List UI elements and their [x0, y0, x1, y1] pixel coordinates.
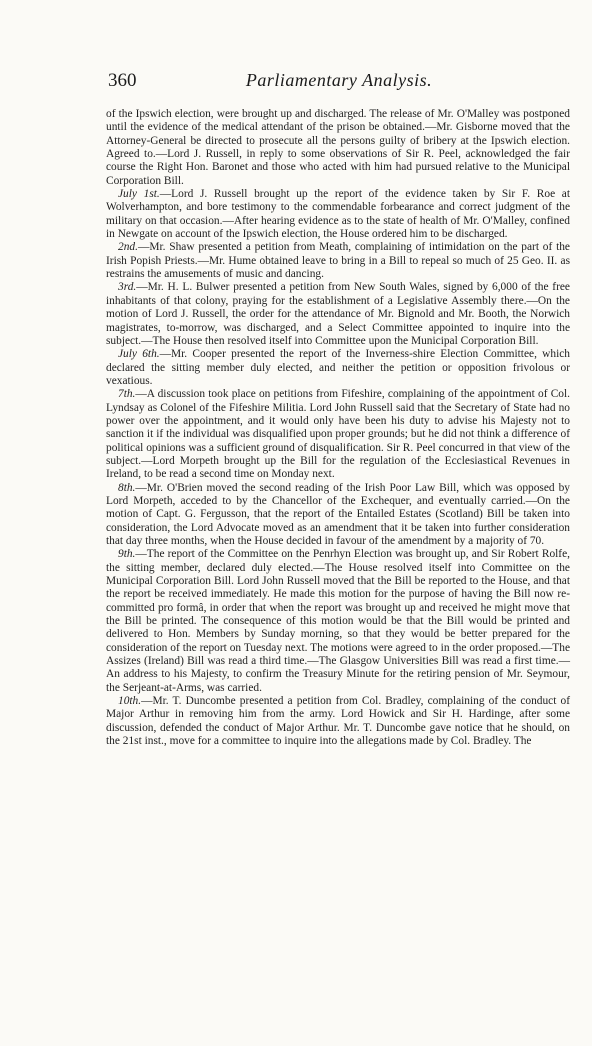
paragraph [106, 388, 570, 481]
paragraph-text: —A discussion took place on petitions from Fifeshire, complaining of the appointment of Col. Lyndsay as Colonel of the Fifeshire Militia. Lord John Russell said that the Secretary of State had no power over the appointment, and it would only have been his duty to advise his Majesty not to sanction it if the individual was disqualified upon proper grounds; but he did not think a difference of political opinions was a sufficient ground of disqualification. Sir R. Peel concurred in that view of the subject.—Lord Morpeth brought up the Bill for the regulation of the Ecclesiastical Revenues in Ireland, to be read a second time on Monday next. [106, 388, 570, 481]
paragraph-text: —Mr. Shaw presented a petition from Meath, complaining of intimidation on the part of the Irish Popish Priests.—Mr. Hume obtained leave to bring in a Bill to repeal so much of 25 Geo. II. as restrains the amusements of music and dancing. [106, 241, 570, 281]
paragraph-text: —Mr. T. Duncombe presented a petition from Col. Bradley, complaining of the conduct of Major Arthur in removing him from the army. Lord Howick and Sir H. Hardinge, after some discussion, defended the conduct of Major Arthur. Mr. T. Duncombe gave notice that he should, on the 21st inst., move for a committee to inquire into the allegations made by Col. Bradley. The [106, 695, 570, 748]
paragraph [106, 108, 570, 188]
paragraph-date: 7th. [118, 388, 136, 401]
paragraph [106, 188, 570, 241]
paragraph-date: 10th. [118, 695, 142, 708]
paragraph-date: 3rd. [118, 281, 137, 294]
paragraph-date: July 1st. [118, 188, 160, 201]
paragraph-date: 2nd. [118, 241, 138, 254]
paragraph-text: —The report of the Committee on the Penrhyn Election was brought up, and Sir Robert Rolfe, the sitting member, declared duly elected.—The House resolved itself into Committee on the Municipal Corporation Bill. Lord John Russell moved that the Bill be reported to the House, and that the report be received immediately. He made this motion for the purpose of having the Bill now re-committed pro formâ, in order that when the report was brought up and received he might move that the Bill be printed. The consequence of this motion would be that the Bill would be printed and delivered to Hon. Members by Sunday morning, so that they would be better prepared for the consideration of the report on Tuesday next. The motions were agreed to in the order proposed.—The Assizes (Ireland) Bill was read a third time.—The Glasgow Universities Bill was read a first time.—An address to his Majesty, to confirm the Treasury Minute for the retiring pension of Mr. Seymour, the Serjeant-at-Arms, was carried. [106, 548, 570, 694]
paragraph [106, 348, 570, 388]
page-number: 360 [108, 70, 137, 91]
paragraph-text: of the Ipswich election, were brought up and discharged. The release of Mr. O'Malley was postponed until the evidence of the medical attendant of the prison be obtained.—Mr. Gisborne moved that the Attorney-General be directed to prosecute all the persons guilty of bribery at the Ipswich election. Agreed to.—Lord J. Russell, in reply to some observations of Sir R. Peel, acknowledged the fair course the Right Hon. Baronet and those who acted with him had pursued relative to the Municipal Corporation Bill. [106, 108, 570, 187]
paragraph-text: —Lord J. Russell brought up the report of the evidence taken by Sir F. Roe at Wolverhampton, and bore testimony to the commendable forbearance and correct judgment of the military on that occasion.—After hearing evidence as to the state of health of Mr. O'Malley, confined in Newgate on account of the Ipswich election, the House ordered him to be discharged. [106, 188, 571, 241]
paragraph-text: —Mr. O'Brien moved the second reading of the Irish Poor Law Bill, which was opposed by Lord Morpeth, acceded to by the Chancellor of the Exchequer, and eventually carried.—On the motion of Capt. G. Fergusson, that the report of the Entailed Estates (Scotland) Bill be taken into consideration, the Lord Advocate moved as an amendment that it be taken into further consideration that day three months, when the House decided in favour of the amendment by a majority of 70. [106, 481, 570, 547]
body-text [106, 108, 570, 749]
paragraph-text: —Mr. Cooper presented the report of the Inverness-shire Election Committee, which declared the sitting member duly elected, and neither the petition or opposition frivolous or vexatious. [106, 348, 570, 387]
paragraph [106, 695, 570, 748]
paragraph [106, 548, 570, 695]
paragraph-text: —Mr. H. L. Bulwer presented a petition from New South Wales, signed by 6,000 of the free inhabitants of that colony, praying for the establishment of a Legislative Assembly there.—On the motion of Lord J. Russell, the order for the attendance of Mr. Bignold and Mr. Booth, the Norwich magistrates, to-morrow, was discharged, and a Select Committee appointed to inquire into the subject.—The House then resolved itself into Committee upon the Municipal Corporation Bill. [106, 281, 570, 347]
running-head [108, 70, 570, 92]
paragraph-date: 8th. [118, 481, 136, 494]
paragraph [106, 281, 570, 348]
running-title: Parliamentary Analysis. [245, 70, 433, 90]
paragraph-date: July 6th. [118, 348, 160, 361]
paragraph [106, 241, 570, 281]
paragraph-date: 9th. [118, 548, 136, 561]
paragraph [106, 482, 570, 549]
